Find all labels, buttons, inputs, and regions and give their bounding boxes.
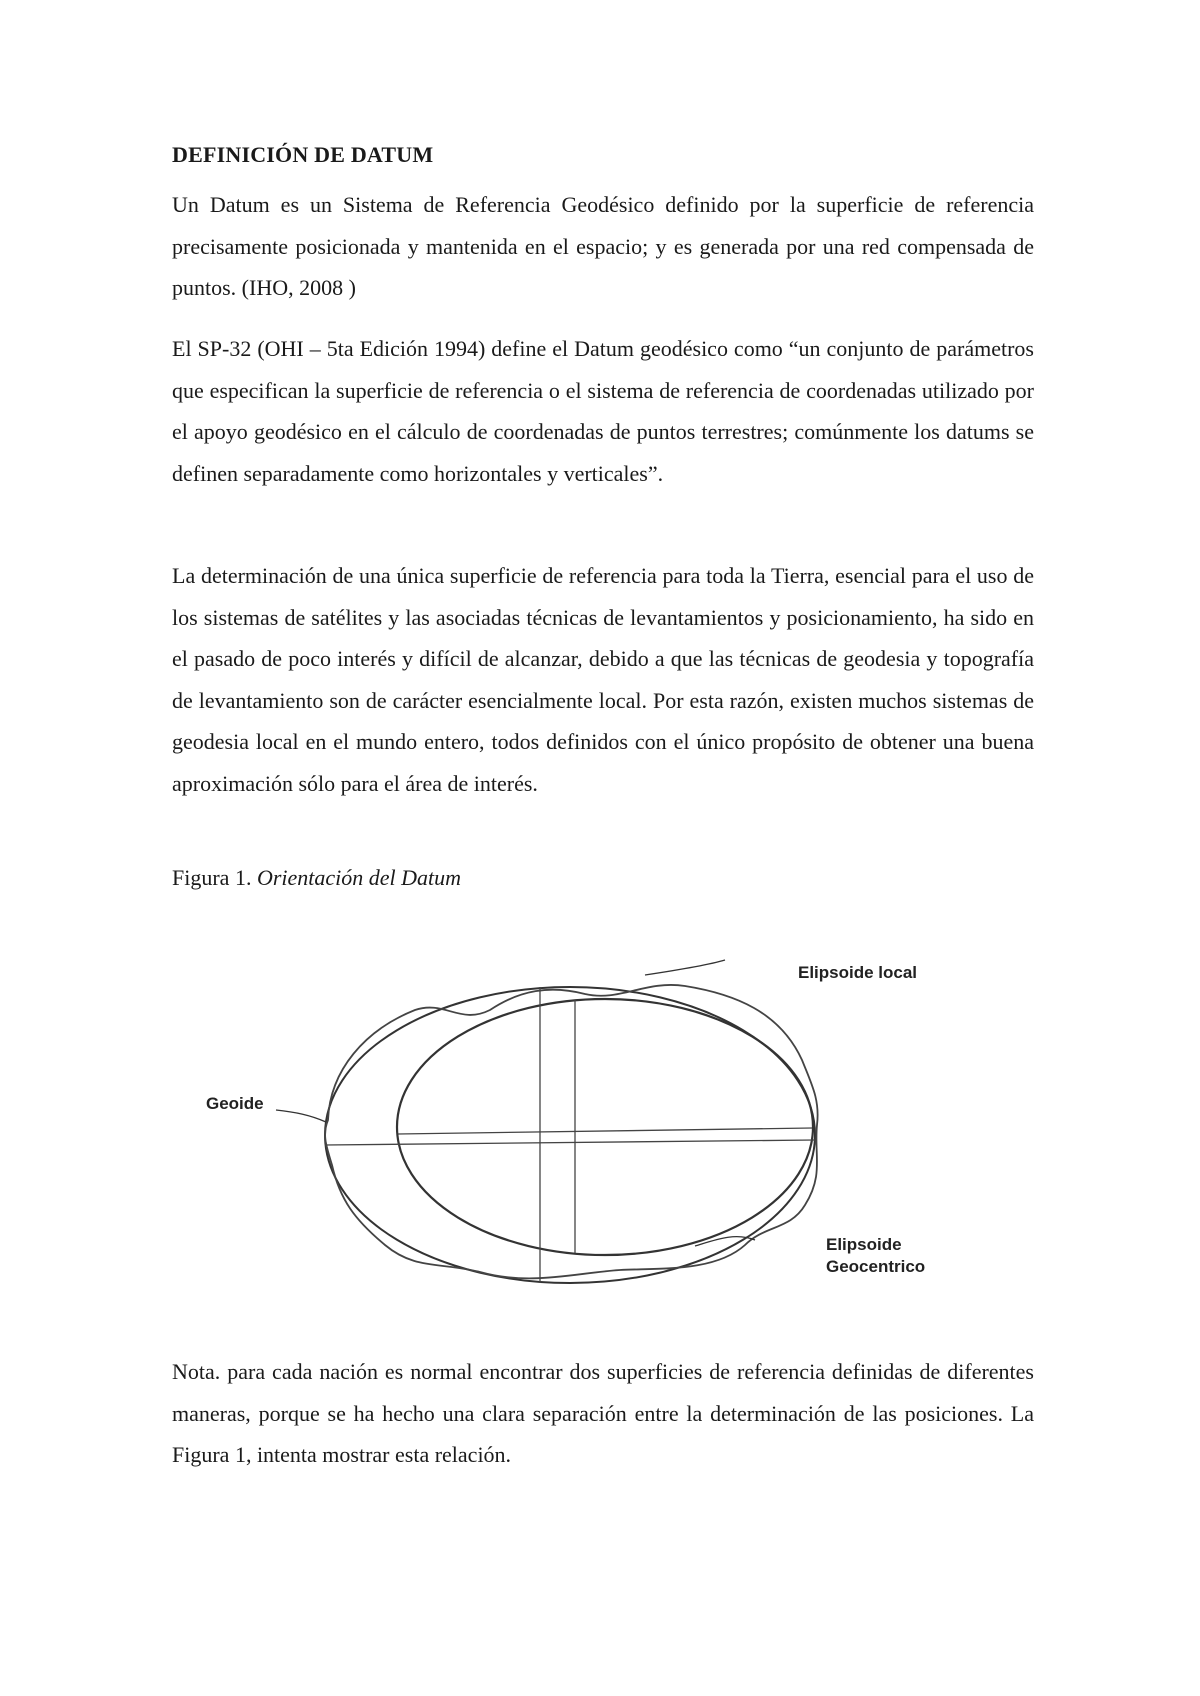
label-local-ellipsoid: Elipsoide local [798, 963, 918, 982]
label-geocentric-line1: Elipsoide [826, 1235, 902, 1254]
figure-caption [172, 865, 461, 891]
paragraph-reference-surface: La determinación de una única superficie de referencia para toda la Tierra, esencial para el uso de los sistemas de satélites y las asociadas técnicas de levantamientos y posicionamiento, ha sido en el pasado de poco interés y difícil de alcanzar, debido a que las técnicas de geodesia y topografía de levantamiento son de carácter esencialmente local. Por esta razón, existen muchos sistemas de geodesia local en el mundo entero, todos definidos con el único propósito de obtener una buena aproximación sólo para el área de interés. [172, 563, 1034, 796]
paragraph-note: Nota. para cada nación es normal encontrar dos superficies de referencia definidas de diferentes maneras, porque se ha hecho una clara separación entre la determinación de las posiciones. La Figura 1, intenta mostrar esta relación. [172, 1359, 1034, 1467]
local-ellipsoid [397, 999, 813, 1255]
datum-orientation-figure [190, 950, 950, 1320]
label-geocentric-line2: Geocentrico [826, 1257, 926, 1276]
figure-caption-title: Orientación del Datum [256, 865, 462, 890]
paragraph-sp32-definition: El SP-32 (OHI – 5ta Edición 1994) define el Datum geodésico como “un conjunto de parámetros que especifican la superficie de referencia o el sistema de referencia de coordenadas utilizado por el apoyo geodésico en el cálculo de coordenadas de puntos terrestres; comúnmente los datums se definen separadamente como horizontales y verticales”. [172, 336, 1034, 486]
section-heading: DEFINICIÓN DE DATUM [172, 142, 434, 167]
local-horizontal-axis [398, 1128, 812, 1134]
figure-caption-prefix: Figura 1. [172, 865, 252, 890]
label-geocentric-ellipsoid [826, 1234, 925, 1278]
paragraph-datum-definition: Un Datum es un Sistema de Referencia Geodésico definido por la superficie de referencia precisamente posicionada y mantenida en el espacio; y es generada por una red compensada de puntos. (IHO, 2008 ) [172, 192, 1034, 300]
leader-geoide [276, 1110, 326, 1122]
leader-local [645, 960, 725, 975]
label-geoid: Geoide [206, 1094, 264, 1113]
